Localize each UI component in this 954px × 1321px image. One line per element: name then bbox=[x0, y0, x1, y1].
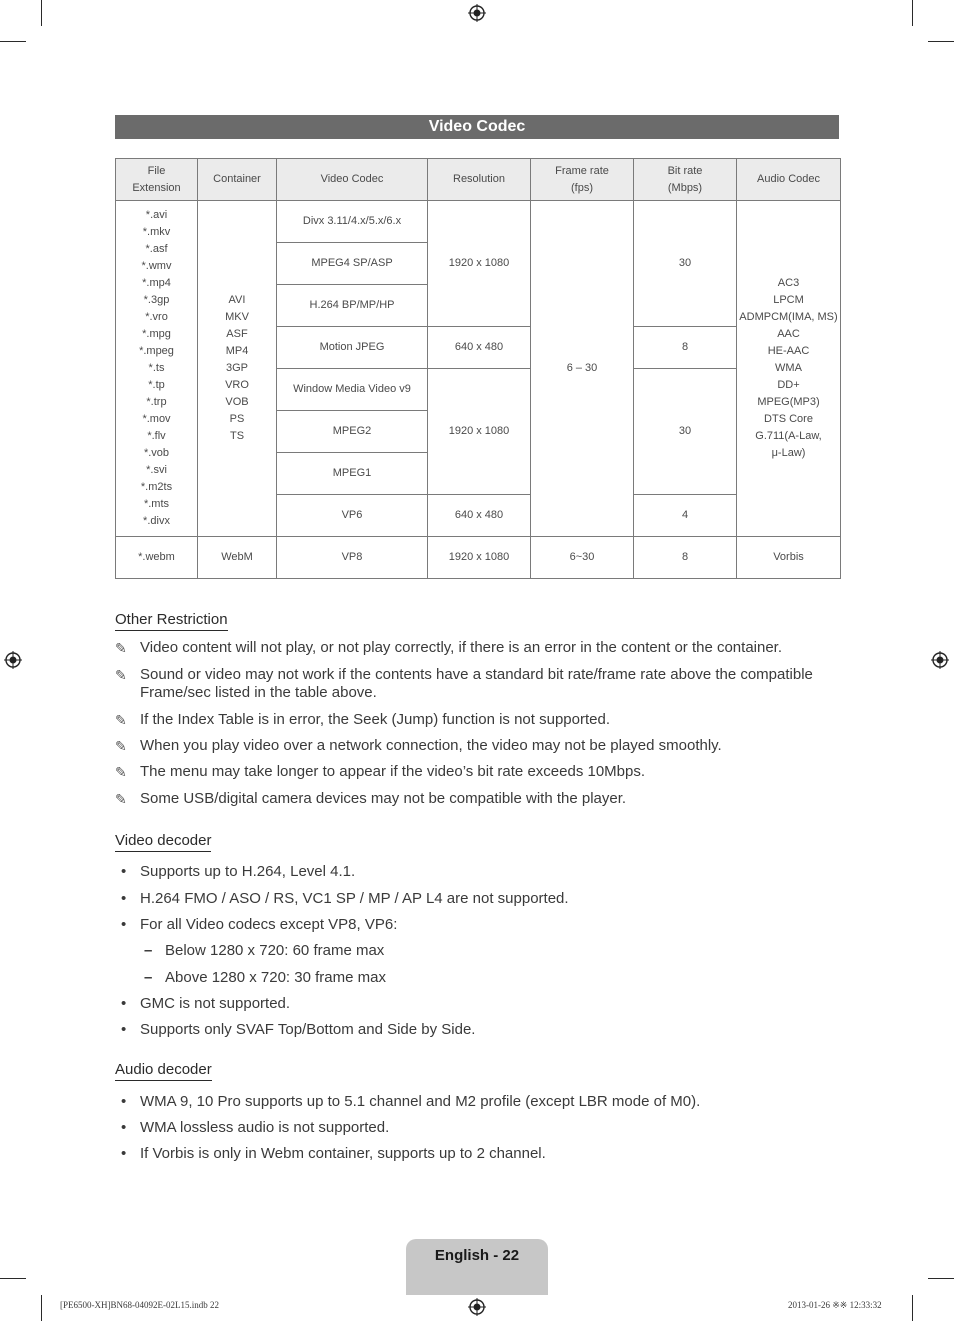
section-title: Video Codec bbox=[115, 115, 839, 139]
dash-icon: – bbox=[144, 969, 153, 986]
header-bit-rate: Bit rate (Mbps) bbox=[634, 159, 737, 201]
codec-cell: MPEG1 bbox=[277, 453, 428, 495]
bullet-icon: • bbox=[121, 890, 127, 907]
codec-cell: H.264 BP/MP/HP bbox=[277, 285, 428, 327]
registration-mark-icon bbox=[4, 651, 22, 669]
webm-extension-cell: *.webm bbox=[116, 537, 198, 579]
list-item: • If Vorbis is only in Webm container, supports up to 2 channel. bbox=[121, 1145, 546, 1162]
containers-cell: AVI MKV ASF MP4 3GP VRO VOB PS TS bbox=[198, 201, 277, 537]
pencil-note-icon: ✎ bbox=[115, 667, 127, 683]
other-restriction-heading: Other Restriction bbox=[115, 611, 228, 631]
webm-bitrate-cell: 8 bbox=[634, 537, 737, 579]
list-item: • WMA 9, 10 Pro supports up to 5.1 channel and M2 profile (except LBR mode of M0). bbox=[121, 1093, 701, 1110]
video-decoder-heading: Video decoder bbox=[115, 832, 211, 852]
resolution-cell: 640 x 480 bbox=[428, 327, 531, 369]
list-item: • WMA lossless audio is not supported. bbox=[121, 1119, 390, 1136]
extensions-cell: *.avi *.mkv *.asf *.wmv *.mp4 *.3gp *.vro *.mpg *.mpeg *.ts *.tp *.trp *.mov *.flv *.vob *.svi *.m2ts *.mts *.divx bbox=[116, 201, 198, 537]
bullet-icon: • bbox=[121, 995, 127, 1012]
crop-mark bbox=[41, 1295, 42, 1321]
pencil-note-icon: ✎ bbox=[115, 764, 127, 780]
video-codec-table bbox=[115, 158, 841, 579]
codec-cell: MPEG4 SP/ASP bbox=[277, 243, 428, 285]
pencil-note-icon: ✎ bbox=[115, 640, 127, 656]
table-header-row bbox=[116, 159, 841, 201]
bullet-icon: • bbox=[121, 1093, 127, 1110]
webm-audio-cell: Vorbis bbox=[737, 537, 841, 579]
pencil-note-icon: ✎ bbox=[115, 791, 127, 807]
note-item: ✎ Some USB/digital camera devices may not be compatible with the player. bbox=[115, 790, 627, 807]
codec-cell: MPEG2 bbox=[277, 411, 428, 453]
note-item: ✎ Video content will not play, or not play correctly, if there is an error in the content or the container. bbox=[115, 639, 783, 656]
audio-codecs-cell: AC3 LPCM ADMPCM(IMA, MS) AAC HE-AAC WMA DD+ MPEG(MP3) DTS Core G.711(A-Law, μ-Law) bbox=[737, 201, 841, 537]
pencil-note-icon: ✎ bbox=[115, 712, 127, 728]
bullet-icon: • bbox=[121, 863, 127, 880]
registration-mark-icon bbox=[931, 651, 949, 669]
resolution-cell: 640 x 480 bbox=[428, 495, 531, 537]
header-container: Container bbox=[198, 159, 277, 201]
header-video-codec: Video Codec bbox=[277, 159, 428, 201]
sub-list-item: – Below 1280 x 720: 60 frame max bbox=[144, 942, 385, 959]
list-item: • Supports only SVAF Top/Bottom and Side by Side. bbox=[121, 1021, 476, 1038]
header-frame-rate: Frame rate (fps) bbox=[531, 159, 634, 201]
bullet-icon: • bbox=[121, 1021, 127, 1038]
webm-codec-cell: VP8 bbox=[277, 537, 428, 579]
note-item: ✎ Sound or video may not work if the contents have a standard bit rate/frame rate above the compatible Frame/sec listed in the table above. bbox=[115, 666, 813, 701]
dash-icon: – bbox=[144, 942, 153, 959]
table-row bbox=[116, 201, 841, 243]
registration-mark-icon bbox=[468, 4, 486, 22]
registration-mark-icon bbox=[468, 1298, 486, 1316]
crop-mark bbox=[912, 1295, 913, 1321]
crop-mark bbox=[928, 1278, 954, 1279]
webm-frame-rate-cell: 6~30 bbox=[531, 537, 634, 579]
header-audio-codec: Audio Codec bbox=[737, 159, 841, 201]
list-item: • GMC is not supported. bbox=[121, 995, 291, 1012]
header-file-extension: File Extension bbox=[116, 159, 198, 201]
table-row-webm bbox=[116, 537, 841, 579]
codec-cell: Divx 3.11/4.x/5.x/6.x bbox=[277, 201, 428, 243]
audio-decoder-heading: Audio decoder bbox=[115, 1061, 212, 1081]
codec-cell: VP6 bbox=[277, 495, 428, 537]
note-item: ✎ The menu may take longer to appear if the video’s bit rate exceeds 10Mbps. bbox=[115, 763, 646, 780]
crop-mark bbox=[912, 0, 913, 26]
note-item: ✎ If the Index Table is in error, the Seek (Jump) function is not supported. bbox=[115, 711, 610, 728]
note-item: ✎ When you play video over a network connection, the video may not be played smoothly. bbox=[115, 737, 722, 754]
webm-container-cell: WebM bbox=[198, 537, 277, 579]
webm-resolution-cell: 1920 x 1080 bbox=[428, 537, 531, 579]
list-item: • H.264 FMO / ASO / RS, VC1 SP / MP / AP L4 are not supported. bbox=[121, 890, 569, 907]
crop-mark bbox=[41, 0, 42, 26]
bitrate-cell: 30 bbox=[634, 369, 737, 495]
resolution-cell: 1920 x 1080 bbox=[428, 369, 531, 495]
bullet-icon: • bbox=[121, 916, 127, 933]
sub-list-item: – Above 1280 x 720: 30 frame max bbox=[144, 969, 386, 986]
pencil-note-icon: ✎ bbox=[115, 738, 127, 754]
header-resolution: Resolution bbox=[428, 159, 531, 201]
footer-datetime: 2013-01-26 ※※ 12:33:32 bbox=[788, 1300, 882, 1310]
list-item: • For all Video codecs except VP8, VP6: bbox=[121, 916, 398, 933]
bullet-icon: • bbox=[121, 1119, 127, 1136]
frame-rate-cell: 6 – 30 bbox=[531, 201, 634, 537]
resolution-cell: 1920 x 1080 bbox=[428, 201, 531, 327]
page-number-tab bbox=[406, 1239, 548, 1295]
crop-mark bbox=[928, 41, 954, 42]
bitrate-cell: 4 bbox=[634, 495, 737, 537]
crop-mark bbox=[0, 1278, 26, 1279]
footer-file-slug: [PE6500-XH]BN68-04092E-02L15.indb 22 bbox=[60, 1300, 219, 1310]
codec-cell: Motion JPEG bbox=[277, 327, 428, 369]
crop-mark bbox=[0, 41, 26, 42]
list-item: • Supports up to H.264, Level 4.1. bbox=[121, 863, 356, 880]
codec-cell: Window Media Video v9 bbox=[277, 369, 428, 411]
bitrate-cell: 8 bbox=[634, 327, 737, 369]
page-number-label: English - 22 bbox=[434, 1247, 520, 1264]
bullet-icon: • bbox=[121, 1145, 127, 1162]
bitrate-cell: 30 bbox=[634, 201, 737, 327]
